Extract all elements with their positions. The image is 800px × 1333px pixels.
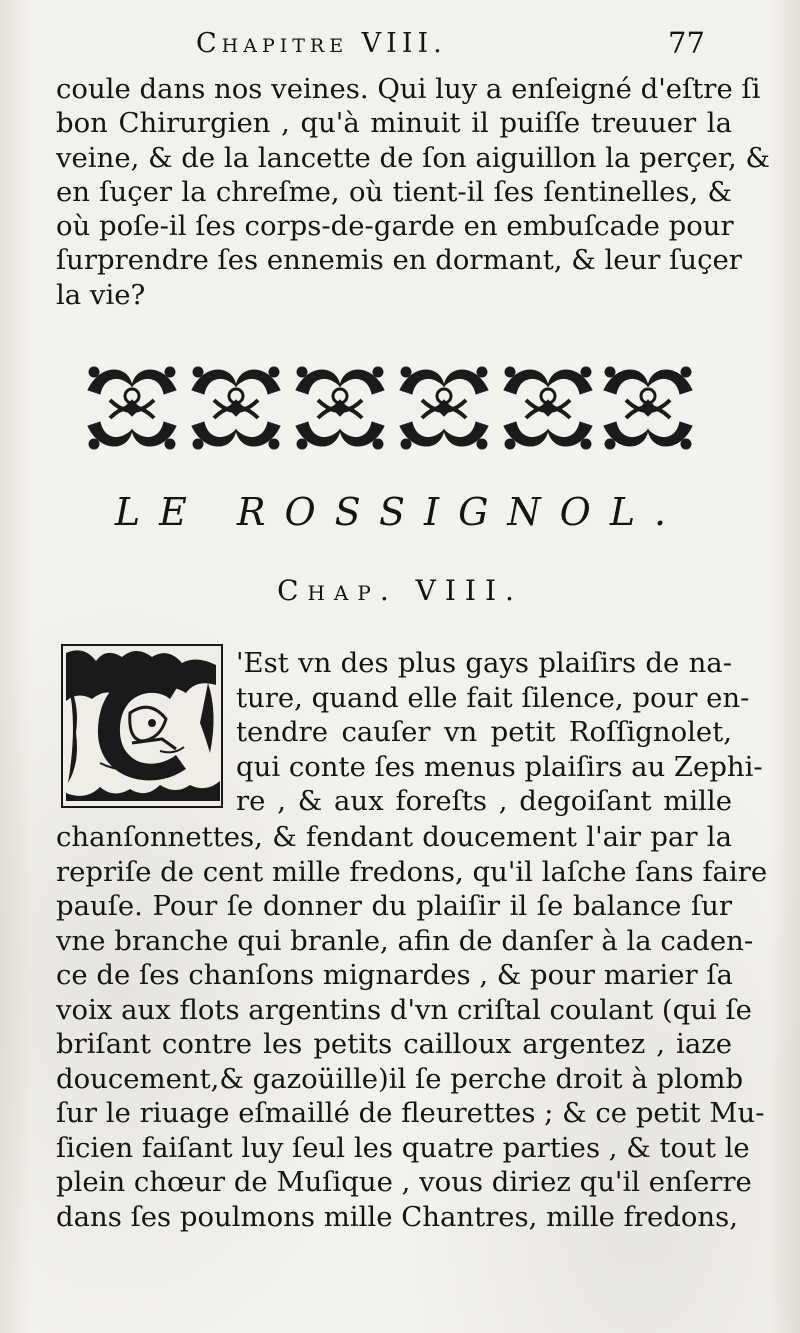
text-line: chanſonnettes, & fendant doucement l'air par la: [56, 821, 732, 853]
text-line: 'Est vn des plus gays plaiſirs de na-: [236, 647, 732, 679]
text-line: re , & aux foreſts , degoiſant mille: [236, 785, 732, 817]
text-line: pauſe. Pour ſe donner du plaiſir il ſe balance ſur: [56, 890, 732, 922]
text-line: ſur le riuage eſmaillé de fleurettes ; & ce petit Mu-: [56, 1097, 765, 1129]
text-line: repriſe de cent mille fredons, qu'il laſche ſans faire: [56, 855, 768, 888]
text-line: voix aux flots argentins d'vn criſtal coulant (qui ſe: [56, 993, 752, 1026]
chapter-label: Chap. VIII.: [277, 574, 523, 607]
text-line: vne branche qui branle, afin de danſer à la caden-: [56, 924, 754, 957]
page-number: 77: [668, 26, 705, 60]
opening-paragraph-lead: [236, 646, 763, 819]
text-line: plein chœur de Muſique , vous diriez qu'il enſerre: [56, 1166, 752, 1198]
text-line: qui conte ſes menus plaiſirs au Zephi-: [236, 750, 763, 783]
running-head: Chapitre VIII.: [196, 28, 447, 59]
text-line: ce de ſes chanſons mignardes , & pour marier ſa: [56, 959, 733, 991]
headpiece-ornament: [80, 360, 700, 456]
opening-paragraph-body: [56, 820, 768, 1234]
text-line: ſicien faiſant luy ſeul les quatre parties , & tout le: [56, 1131, 750, 1164]
historiated-initial-c: [60, 643, 224, 809]
text-line: ſurprendre ſes ennemis en dormant, & leur ſuçer: [56, 244, 742, 277]
text-line: ture, quand elle fait ſilence, pour en-: [236, 681, 750, 714]
text-line: en ſuçer la chreſme, où tient-il ſes ſentinelles, &: [56, 175, 732, 208]
text-line: la vie?: [56, 278, 146, 311]
text-line: coule dans nos veines. Qui luy a enſeigné d'eſtre ſi: [56, 73, 761, 105]
text-line: doucement,& gazoüille)il ſe perche droit à plomb: [56, 1062, 744, 1095]
text-line: bon Chirurgien , qu'à minuit il puiſſe treuuer la: [56, 107, 732, 140]
preceding-paragraph: [56, 72, 770, 312]
text-line: dans ſes poulmons mille Chantres, mille fredons,: [56, 1200, 738, 1233]
text-line: tendre cauſer vn petit Roſſignolet,: [236, 716, 732, 748]
text-line: où poſe-il ſes corps-de-garde en embuſcade pour: [56, 210, 734, 243]
text-line: briſant contre les petits cailloux argentez , iaze: [56, 1028, 732, 1060]
text-line: veine, & de la lancette de ſon aiguillon la perçer, &: [56, 141, 770, 174]
chapter-title: LE ROSSIGNOL.: [114, 490, 686, 534]
